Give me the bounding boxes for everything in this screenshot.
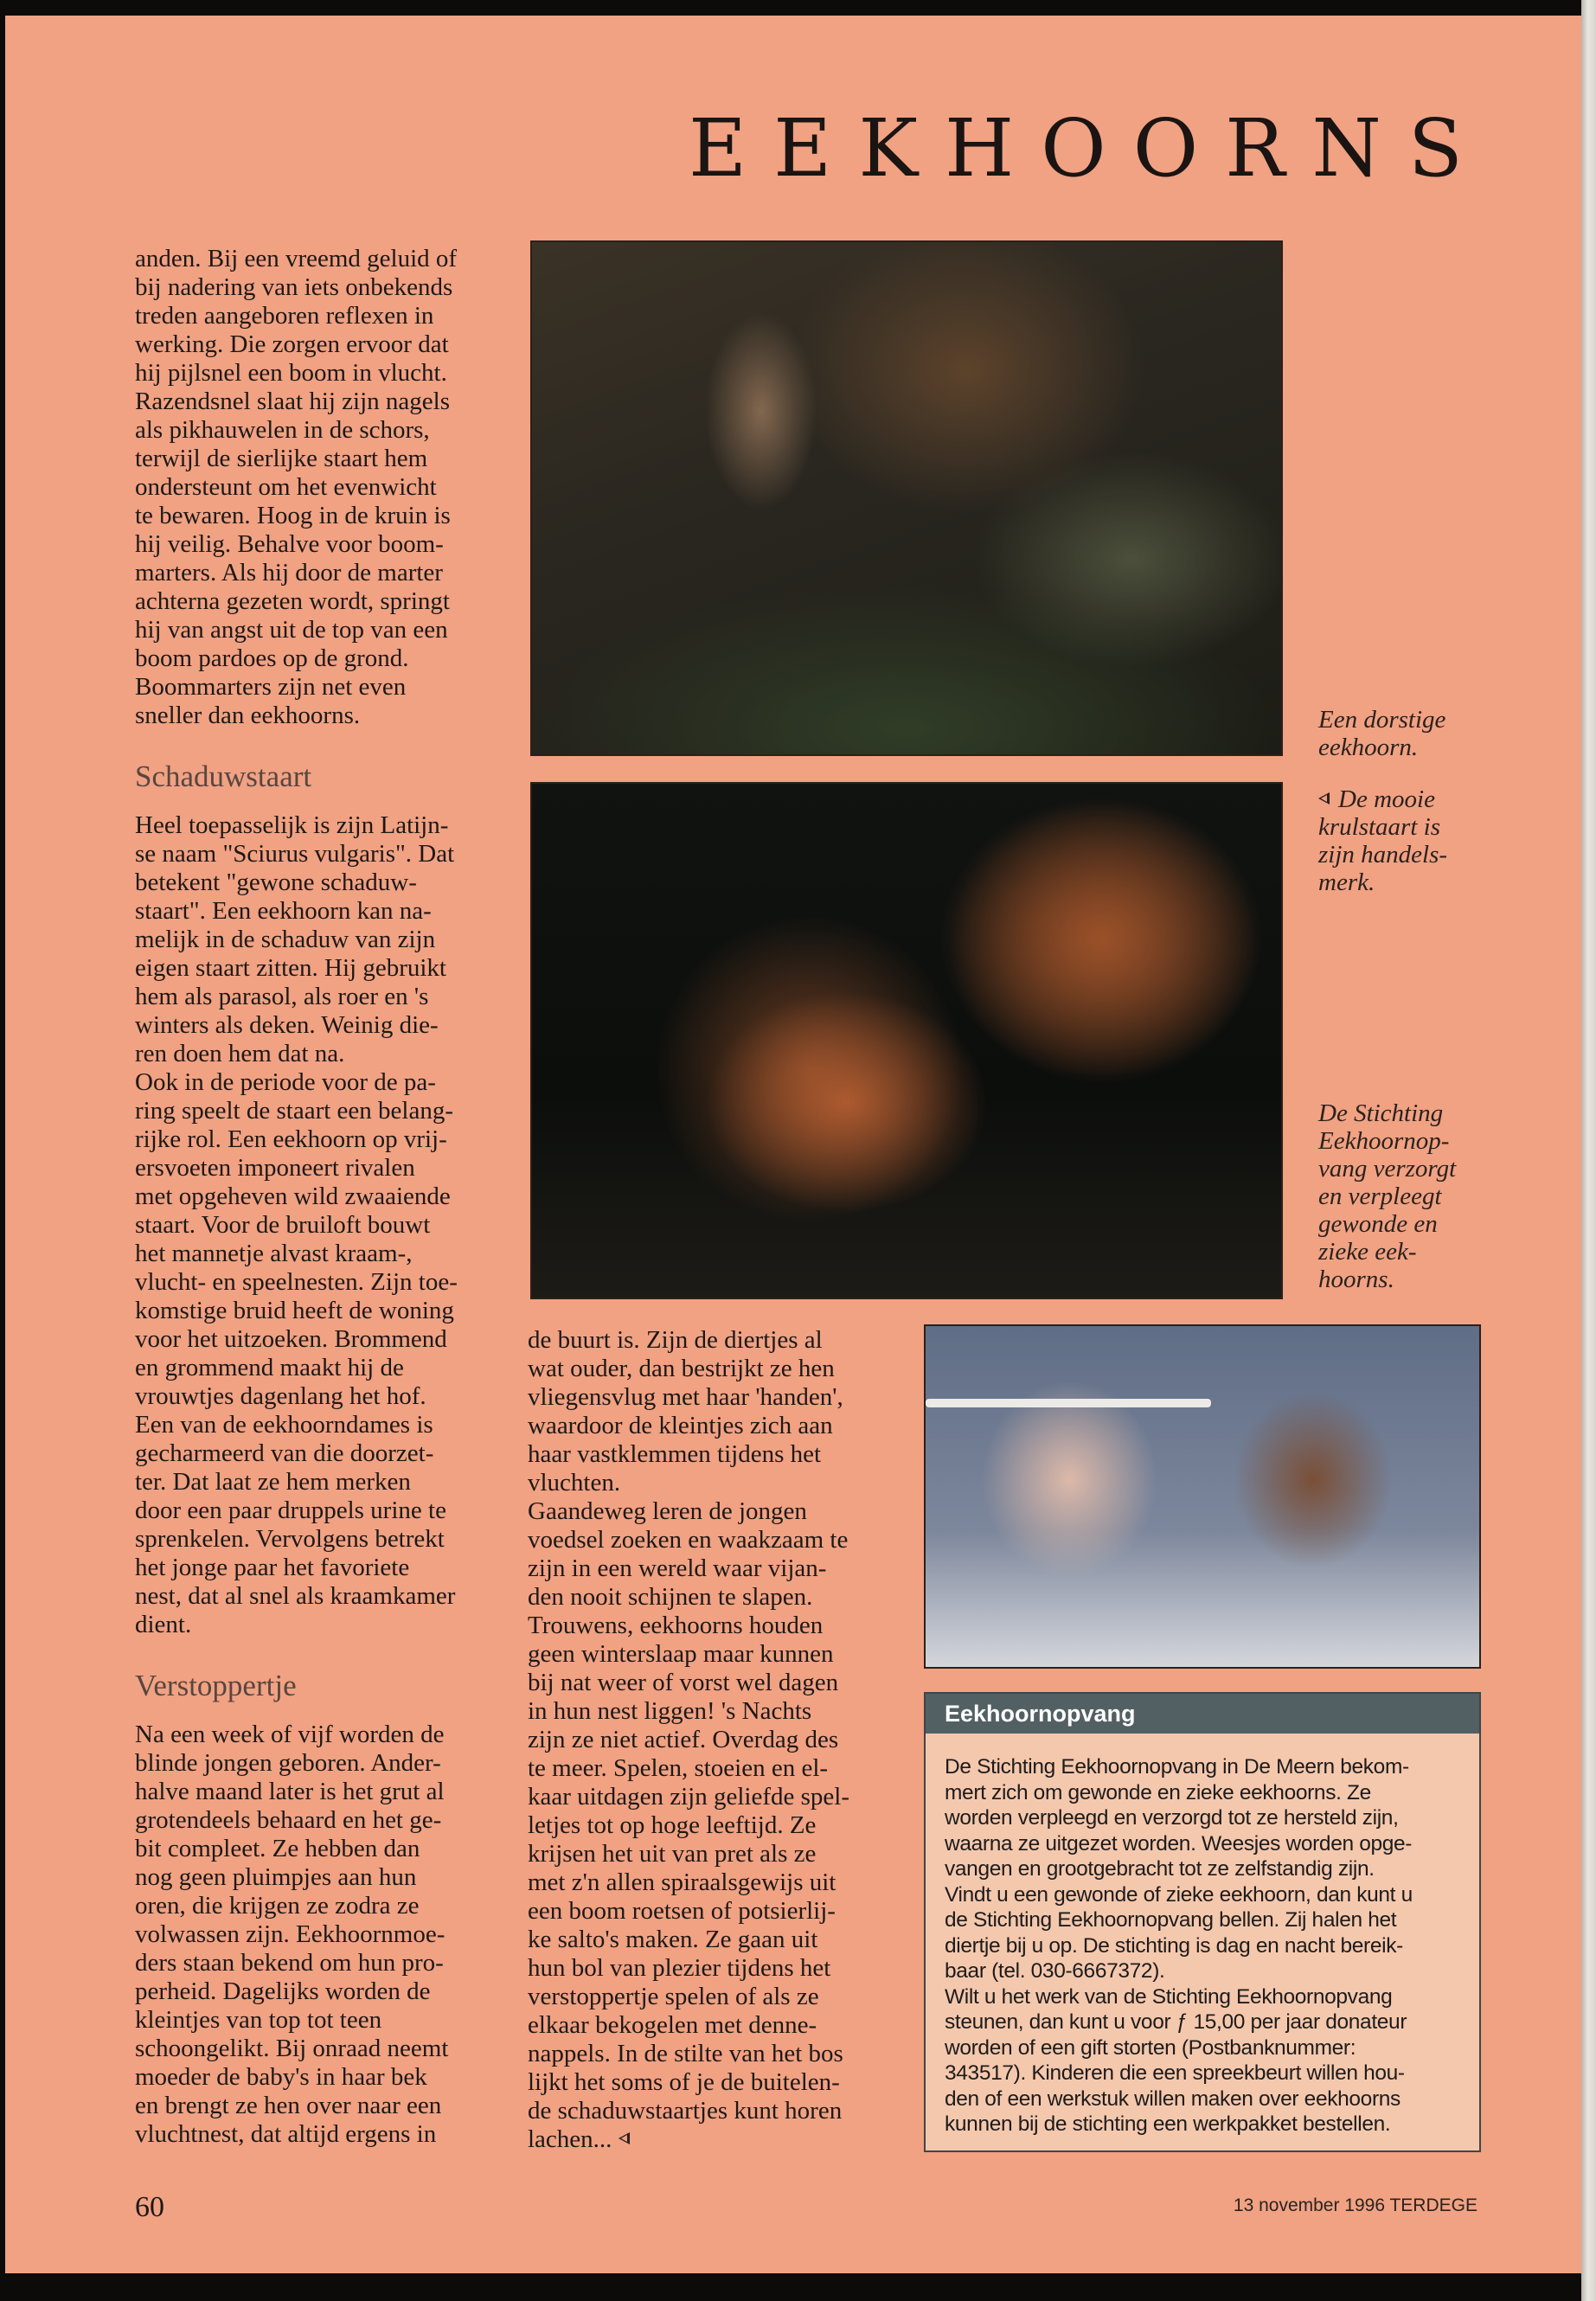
text-line: Heel toepasselijk is zijn Latijn- xyxy=(135,811,449,839)
text-line: staart. Voor de bruiloft bouwt xyxy=(135,1211,431,1239)
text-line: te bewaren. Hoog in de kruin is xyxy=(135,502,451,529)
text-line: hij veilig. Behalve voor boom- xyxy=(135,530,444,558)
text-line: sprenkelen. Vervolgens betrekt xyxy=(135,1525,445,1553)
caption-line: Eekhoornop- xyxy=(1318,1127,1450,1155)
text-line: sneller dan eekhoorns. xyxy=(135,702,361,729)
boxout-line: baar (tel. 030-6667372). xyxy=(945,1959,1165,1983)
caption-text: krulstaart is xyxy=(1318,813,1440,841)
subheading-schaduwstaart: Schaduwstaart xyxy=(135,760,312,793)
boxout-line: 343517). Kinderen die een spreekbeurt willen hou- xyxy=(945,2061,1405,2085)
caption-line: eekhoorn. xyxy=(1318,734,1419,761)
caption-line: zieke eek- xyxy=(1318,1238,1417,1266)
caption-line: hoorns. xyxy=(1318,1266,1394,1293)
text-line: Gaandeweg leren de jongen xyxy=(528,1497,807,1525)
boxout-line: steunen, dan kunt u voor ƒ 15,00 per jaar donateur xyxy=(945,2010,1407,2034)
text-line: den nooit schijnen te slapen. xyxy=(528,1583,813,1611)
text-line: Boommarters zijn net even xyxy=(135,673,407,701)
text-line: een boom roetsen of potsierlij- xyxy=(528,1897,836,1925)
text-line: bit compleet. Ze hebben dan xyxy=(135,1835,420,1862)
text-line: ersvoeten imponeert rivalen xyxy=(135,1154,415,1182)
text-line: achterna gezeten wordt, springt xyxy=(135,587,450,615)
text-line: Razendsnel slaat hij zijn nagels xyxy=(135,388,451,415)
text-line: het mannetje alvast kraam-, xyxy=(135,1240,413,1267)
text-line: vrouwtjes dagenlang het hof. xyxy=(135,1382,426,1410)
text-line: ke salto's maken. Ze gaan uit xyxy=(528,1926,818,1953)
boxout-line: kunnen bij de stichting een werkpakket bestellen. xyxy=(945,2112,1391,2136)
text-line: waardoor de kleintjes zich aan xyxy=(528,1412,833,1439)
photo-feeding-baby-squirrel xyxy=(924,1324,1481,1669)
text-line: moeder de baby's in haar bek xyxy=(135,2063,427,2091)
text-line: lijkt het soms of je de buitelen- xyxy=(528,2068,840,2096)
text-line: ren doen hem dat na. xyxy=(135,1040,345,1067)
caption-line: en verpleegt xyxy=(1318,1183,1442,1210)
text-line: de schaduwstaartjes kunt horen xyxy=(528,2097,843,2125)
running-title: EEKHOORNS xyxy=(689,102,1490,195)
text-line: rijke rol. Een eekhoorn op vrij- xyxy=(135,1125,447,1153)
text-line: blinde jongen geboren. Ander- xyxy=(135,1749,441,1777)
text-line: Een van de eekhoorndames is xyxy=(135,1411,433,1439)
text-line: elkaar bekogelen met denne- xyxy=(528,2011,817,2039)
text-line: ders staan bekend om hun pro- xyxy=(135,1949,444,1977)
boxout-body xyxy=(926,1734,1479,2138)
text-line: vluchtnest, dat altijd ergens in xyxy=(135,2120,437,2148)
text-line: schoongelikt. Bij onraad neemt xyxy=(135,2035,449,2062)
text-line: te meer. Spelen, stoeien en el- xyxy=(528,1754,829,1782)
text-line: ring speelt de staart een belang- xyxy=(135,1097,453,1125)
caption-line: gewonde en xyxy=(1318,1210,1438,1238)
boxout-line: den of een werkstuk willen maken over eekhoorns xyxy=(945,2086,1401,2111)
caption-text: De mooie xyxy=(1338,785,1435,813)
boxout-line: Vindt u een gewonde of zieke eekhoorn, dan kunt u xyxy=(945,1882,1413,1907)
article-closing-text: lachen... xyxy=(528,2125,612,2153)
photo-squirrel-curled-tail xyxy=(530,782,1283,1299)
text-line: gecharmeerd van die doorzet- xyxy=(135,1439,434,1467)
text-line: volwassen zijn. Eekhoornmoe- xyxy=(135,1920,445,1948)
text-line: hij pijlsnel een boom in vlucht. xyxy=(135,359,447,387)
boxout-line: mert zich om gewonde en zieke eekhoorns. Ze xyxy=(945,1780,1371,1804)
text-line: eigen staart zitten. Hij gebruikt xyxy=(135,954,446,982)
caption-line: vang verzorgt xyxy=(1318,1155,1457,1183)
text-line: ondersteunt om het evenwicht xyxy=(135,473,437,501)
boxout-line: worden of een gift storten (Postbanknummer: xyxy=(945,2035,1356,2060)
text-line: bij nadering van iets onbekends xyxy=(135,273,453,301)
text-line: anden. Bij een vreemd geluid of xyxy=(135,245,458,272)
boxout-line: Wilt u het werk van de Stichting Eekhoornopvang xyxy=(945,1984,1393,2009)
caption-thirsty-squirrel xyxy=(1318,706,1483,761)
caption-line xyxy=(1318,813,1483,841)
boxout-line: waarna ze uitgezet worden. Weesjes worden opge- xyxy=(945,1831,1413,1856)
caption-stichting xyxy=(1318,1099,1483,1293)
text-line: kleintjes van top tot teen xyxy=(135,2006,382,2034)
text-line: oren, die krijgen ze zodra ze xyxy=(135,1892,420,1920)
text-line: grotendeels behaard en het ge- xyxy=(135,1806,442,1834)
text-line: boom pardoes op de grond. xyxy=(135,644,409,672)
caption-line xyxy=(1318,785,1483,813)
page-number: 60 xyxy=(135,2191,164,2223)
text-line: de buurt is. Zijn de diertjes al xyxy=(528,1326,823,1354)
boxout-line: vangen en grootgebracht tot ze zelfstandig zijn. xyxy=(945,1857,1375,1881)
boxout-line: De Stichting Eekhoornopvang in De Meern bekom- xyxy=(945,1755,1409,1779)
caption-line: Een dorstige xyxy=(1318,706,1446,734)
subheading-verstoppertje: Verstoppertje xyxy=(135,1669,297,1702)
text-line: vluchten. xyxy=(528,1469,621,1497)
text-line: nest, dat al snel als kraamkamer xyxy=(135,1582,456,1610)
text-line: marters. Als hij door de marter xyxy=(135,559,443,586)
text-line: krijsen het uit van pret als ze xyxy=(528,1840,817,1868)
text-line: nappels. In de stilte van het bos xyxy=(528,2040,843,2067)
text-line: zijn ze niet actief. Overdag des xyxy=(528,1726,839,1753)
pointer-left-icon xyxy=(1318,792,1330,804)
text-line: halve maand later is het grut al xyxy=(135,1778,445,1805)
text-line: Ook in de periode voor de pa- xyxy=(135,1068,436,1096)
text-line: hun bol van plezier tijdens het xyxy=(528,1954,831,1982)
text-line: dient. xyxy=(135,1611,192,1638)
text-line: melijk in de schaduw van zijn xyxy=(135,926,436,953)
text-line: verstoppertje spelen of als ze xyxy=(528,1983,819,2010)
text-line: in hun nest liggen! 's Nachts xyxy=(528,1697,812,1725)
text-line: staart". Een eekhoorn kan na- xyxy=(135,897,432,925)
text-line: betekent "gewone schaduw- xyxy=(135,868,417,896)
text-line: en brengt ze hen over naar een xyxy=(135,2092,442,2119)
magazine-page xyxy=(5,16,1581,2273)
caption-line: De Stichting xyxy=(1318,1099,1444,1127)
text-line: en grommend maakt hij de xyxy=(135,1354,404,1381)
caption-line xyxy=(1318,868,1483,896)
text-line: ter. Dat laat ze hem merken xyxy=(135,1468,411,1496)
text-line: terwijl de sierlijke staart hem xyxy=(135,445,428,472)
text-line: vliegensvlug met haar 'handen', xyxy=(528,1383,843,1411)
photo-thirsty-squirrel xyxy=(530,240,1283,756)
text-line: perheid. Dagelijks worden de xyxy=(135,1977,431,2005)
caption-text: zijn handels- xyxy=(1318,841,1448,868)
issue-line: 13 november 1996 TERDEGE xyxy=(1233,2195,1477,2215)
boxout-line: diertje bij u op. De stichting is dag en nacht bereik- xyxy=(945,1933,1403,1958)
caption-line xyxy=(1318,841,1483,868)
text-line-end xyxy=(528,2125,908,2154)
schaduwstaart-paragraph xyxy=(135,811,516,1639)
text-line: bij nat weer of vorst wel dagen xyxy=(528,1669,839,1696)
text-line: hem als parasol, als roer en 's xyxy=(135,983,429,1010)
text-line: voedsel zoeken en waakzaam te xyxy=(528,1526,849,1554)
caption-text: merk. xyxy=(1318,868,1375,896)
text-line: Na een week of vijf worden de xyxy=(135,1721,445,1748)
text-line: kaar uitdagen zijn geliefde spel- xyxy=(528,1783,850,1811)
text-line: het jonge paar het favoriete xyxy=(135,1554,410,1581)
text-line: geen winterslaap maar kunnen xyxy=(528,1640,834,1668)
text-line: werking. Die zorgen ervoor dat xyxy=(135,330,449,358)
text-line: se naam "Sciurus vulgaris". Dat xyxy=(135,840,455,868)
text-line: komstige bruid heeft de woning xyxy=(135,1297,454,1324)
caption-curled-tail xyxy=(1318,785,1483,896)
text-line: met opgeheven wild zwaaiende xyxy=(135,1183,451,1210)
middle-paragraph xyxy=(528,1326,908,2154)
text-line: Trouwens, eekhoorns houden xyxy=(528,1612,824,1639)
verstoppertje-paragraph xyxy=(135,1721,516,2149)
text-line: treden aangeboren reflexen in xyxy=(135,302,434,330)
text-line: winters als deken. Weinig die- xyxy=(135,1011,439,1039)
text-line: hij van angst uit de top van een xyxy=(135,616,448,644)
text-line: letjes tot op hoge leeftijd. Ze xyxy=(528,1811,817,1839)
intro-paragraph xyxy=(135,245,516,730)
text-line: door een paar druppels urine te xyxy=(135,1497,446,1524)
scan-edge xyxy=(1581,0,1596,2301)
boxout-line: worden verpleegd en verzorgd tot ze hersteld zijn, xyxy=(945,1806,1399,1830)
text-line: vlucht- en speelnesten. Zijn toe- xyxy=(135,1268,458,1296)
text-line: nog geen pluimpjes aan hun xyxy=(135,1863,417,1891)
boxout-line: de Stichting Eekhoornopvang bellen. Zij halen het xyxy=(945,1908,1397,1932)
text-line: als pikhauwelen in de schors, xyxy=(135,416,430,444)
text-line: haar vastklemmen tijdens het xyxy=(528,1440,822,1468)
column-middle xyxy=(528,1326,908,2154)
column-left xyxy=(135,245,516,2149)
text-line: zijn in een wereld waar vijan- xyxy=(528,1554,827,1582)
text-line: voor het uitzoeken. Brommend xyxy=(135,1325,447,1353)
boxout-title: Eekhoornopvang xyxy=(926,1694,1479,1734)
end-of-article-icon xyxy=(619,2132,630,2144)
text-line: wat ouder, dan bestrijkt ze hen xyxy=(528,1355,835,1382)
boxout-eekhoornopvang xyxy=(924,1692,1481,2152)
text-line: met z'n allen spiraalsgewijs uit xyxy=(528,1868,836,1896)
